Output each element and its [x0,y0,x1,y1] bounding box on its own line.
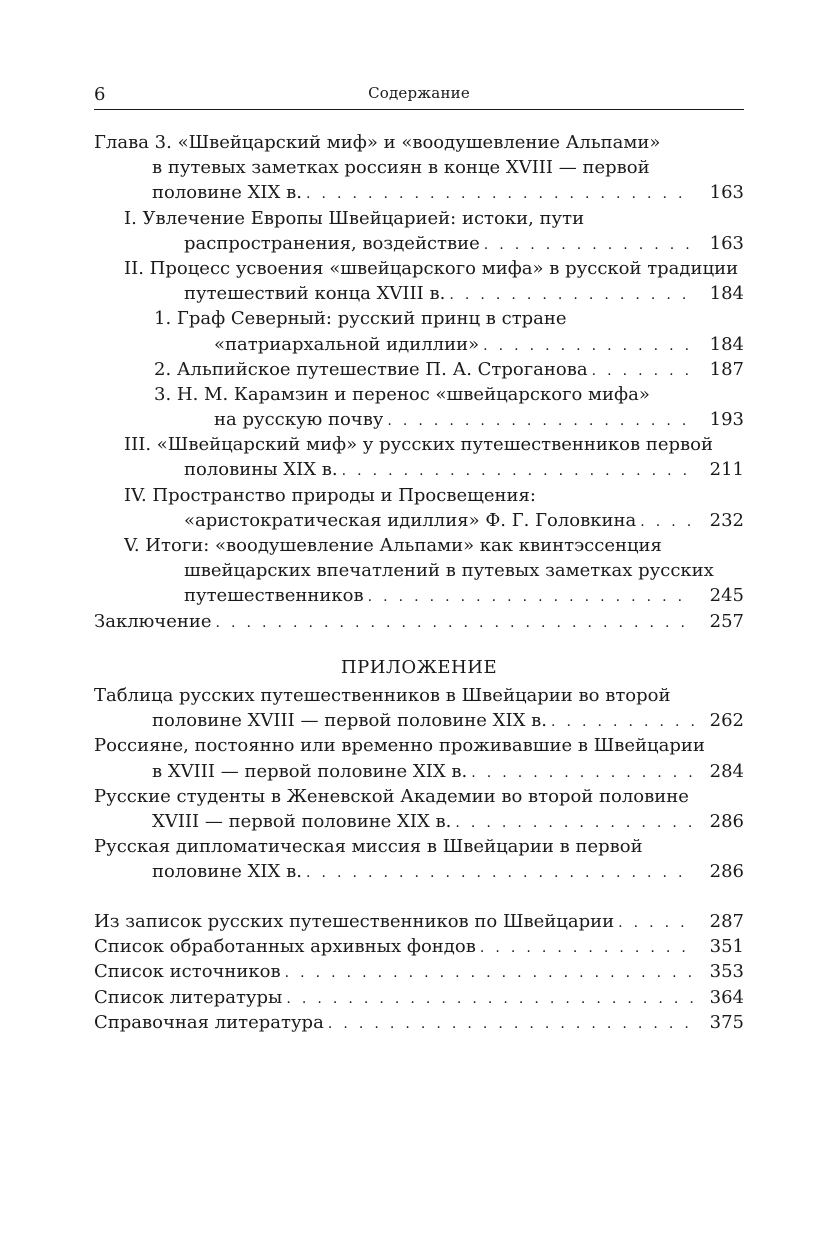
toc-entry-text: «патриархальной идиллии» [214,333,480,355]
page-ref: 232 [709,509,744,531]
toc-entry-last-line [94,759,744,784]
toc-entry-text: I. Увлечение Европы Швейцарией: истоки, пути [124,207,585,229]
toc-entry [94,432,744,482]
page-ref: 351 [709,936,744,958]
toc-entry-text: распространения, воздействие [184,232,480,254]
toc-entry [94,909,744,934]
toc-entry-text: путешествий конца XVIII в. [184,283,446,305]
toc-entry-text: IV. Пространство природы и Просвещения: [124,484,536,506]
toc-entry [94,834,744,884]
dot-leader [480,936,694,961]
toc-entry-text: Таблица русских путешественников в Швейцарии во второй [94,685,671,706]
back-matter-list [94,909,744,1035]
toc-entry-last-line [94,508,744,533]
toc-entry-line [94,306,744,331]
toc-entry-text: Заключение [94,610,212,632]
toc-entry-line [94,733,744,758]
running-header [94,82,744,110]
toc-entry-last-line [94,809,744,834]
toc-entry-last-line [94,1010,744,1035]
toc-entry-last-line [94,985,744,1010]
toc-entry-text: на русскую почву [214,409,384,431]
page-ref: 286 [709,810,744,832]
toc-entry-line [94,206,744,231]
toc-entry [94,784,744,834]
dot-leader [640,510,694,535]
dot-leader [368,585,694,610]
toc-entry-text: половине XIX в. [152,861,302,883]
toc-entry-last-line [94,859,744,884]
toc-entry [94,130,744,206]
page-ref: 184 [709,333,744,355]
toc-entry-last-line [94,407,744,432]
toc-entry-text: Справочная литература [94,1011,324,1033]
toc-entry [94,733,744,783]
toc-entry-text: Список источников [94,961,281,983]
toc-entry-text: 1. Граф Северный: русский принц в стране [154,308,567,330]
toc-entry [94,985,744,1010]
toc-entry-last-line [94,959,744,984]
page-ref: 375 [709,1011,744,1033]
toc-entry-text: Глава 3. «Швейцарский миф» и «воодушевление Альпами» [94,132,661,153]
toc-entry-line [94,533,744,558]
toc-entry-last-line [94,332,744,357]
toc-entry-line [94,558,744,583]
toc-entry-line [94,784,744,809]
toc-entry [94,533,744,609]
toc-entry-last-line [94,708,744,733]
toc-entry [94,256,744,306]
page-ref: 287 [709,911,744,932]
toc-entry-last-line [94,583,744,608]
toc-entry [94,357,744,382]
toc-entry [94,483,744,533]
toc-entry [94,306,744,356]
toc-entry [94,683,744,733]
page-ref: 286 [709,861,744,883]
toc-entry-last-line [94,180,744,205]
toc-entry-text: «аристократическая идиллия» Ф. Г. Головкина [184,509,637,531]
toc-entry-text: III. «Швейцарский миф» у русских путешественников первой [124,434,713,456]
toc-entry-last-line [94,457,744,482]
toc-entry [94,959,744,984]
toc-entry [94,609,744,634]
dot-leader [483,334,694,359]
toc-entry-text: Россияне, постоянно или временно проживавшие в Швейцарии [94,735,705,757]
toc-entry [94,382,744,432]
page-ref: 184 [709,283,744,305]
toc-entry-line [94,382,744,407]
dot-leader [551,710,694,735]
dot-leader [387,409,694,434]
dot-leader [592,359,694,384]
dot-leader [471,761,694,786]
page-ref: 163 [709,182,744,204]
dot-leader [449,283,694,308]
dot-leader [306,861,694,886]
toc-entry-text: в XVIII — первой половине XIX в. [152,760,468,782]
toc-entry-text: половины XIX в. [184,459,338,481]
dot-leader [455,811,694,836]
page-ref: 245 [709,585,744,607]
dot-leader [216,611,694,636]
page-ref: 364 [709,986,744,1008]
toc-entry-text: в путевых заметках россиян в конце XVIII — первой [152,157,650,179]
toc-entry [94,1010,744,1035]
page-ref: 353 [709,961,744,983]
toc-entry-line [94,683,744,708]
toc-entry-text: Список обработанных архивных фондов [94,936,476,958]
toc-entry [94,206,744,256]
table-of-contents [94,130,744,634]
dot-leader [342,459,694,484]
toc-entry-line [94,130,744,155]
toc-entry-last-line [94,934,744,959]
toc-entry-text: путешественников [184,585,364,607]
toc-entry-text: половине XIX в. [152,182,302,204]
toc-entry-line [94,432,744,457]
toc-entry-text: V. Итоги: «воодушевление Альпами» как квинтэссенция [124,535,662,556]
toc-entry-text: швейцарских впечатлений в путевых заметках русских [184,560,714,582]
toc-entry-text: Русская дипломатическая миссия в Швейцарии в первой [94,836,643,858]
page-ref: 211 [709,459,744,481]
toc-entry-last-line [94,231,744,256]
appendix-list [94,683,744,885]
toc-entry-last-line [94,609,744,634]
dot-leader [484,233,694,258]
page-ref: 193 [709,409,744,431]
page-ref: 257 [709,610,744,632]
toc-entry-text: 3. Н. М. Карамзин и перенос «швейцарского мифа» [154,383,650,405]
page-ref: 163 [709,232,744,254]
toc-entry-last-line [94,281,744,306]
page-number: 6 [94,84,106,105]
toc-entry-text: XVIII — первой половине XIX в. [152,810,452,832]
dot-leader [618,911,694,936]
dot-leader [285,961,694,986]
toc-entry-last-line [94,909,744,934]
toc-entry-line [94,155,744,180]
toc-entry-line [94,256,744,281]
toc-entry-text: Список литературы [94,986,283,1008]
toc-entry-text: Русские студенты в Женевской Академии во второй половине [94,785,689,807]
page-ref: 284 [709,760,744,782]
toc-entry-text: половине XVIII — первой половине XIX в. [152,710,547,732]
page-ref: 262 [709,710,744,732]
dot-leader [306,182,694,207]
page-ref: 187 [709,358,744,380]
toc-entry [94,934,744,959]
toc-entry-last-line [94,357,744,382]
running-title: Содержание [368,84,470,102]
appendix-heading: ПРИЛОЖЕНИЕ [340,657,498,678]
toc-entry-text: 2. Альпийское путешествие П. А. Строганова [154,358,588,380]
toc-entry-text: Из записок русских путешественников по Швейцарии [94,911,615,932]
toc-entry-line [94,483,744,508]
dot-leader [328,1012,694,1037]
toc-entry-line [94,834,744,859]
toc-entry-text: II. Процесс усвоения «швейцарского мифа» в русской традиции [124,257,739,279]
dot-leader [286,987,694,1012]
